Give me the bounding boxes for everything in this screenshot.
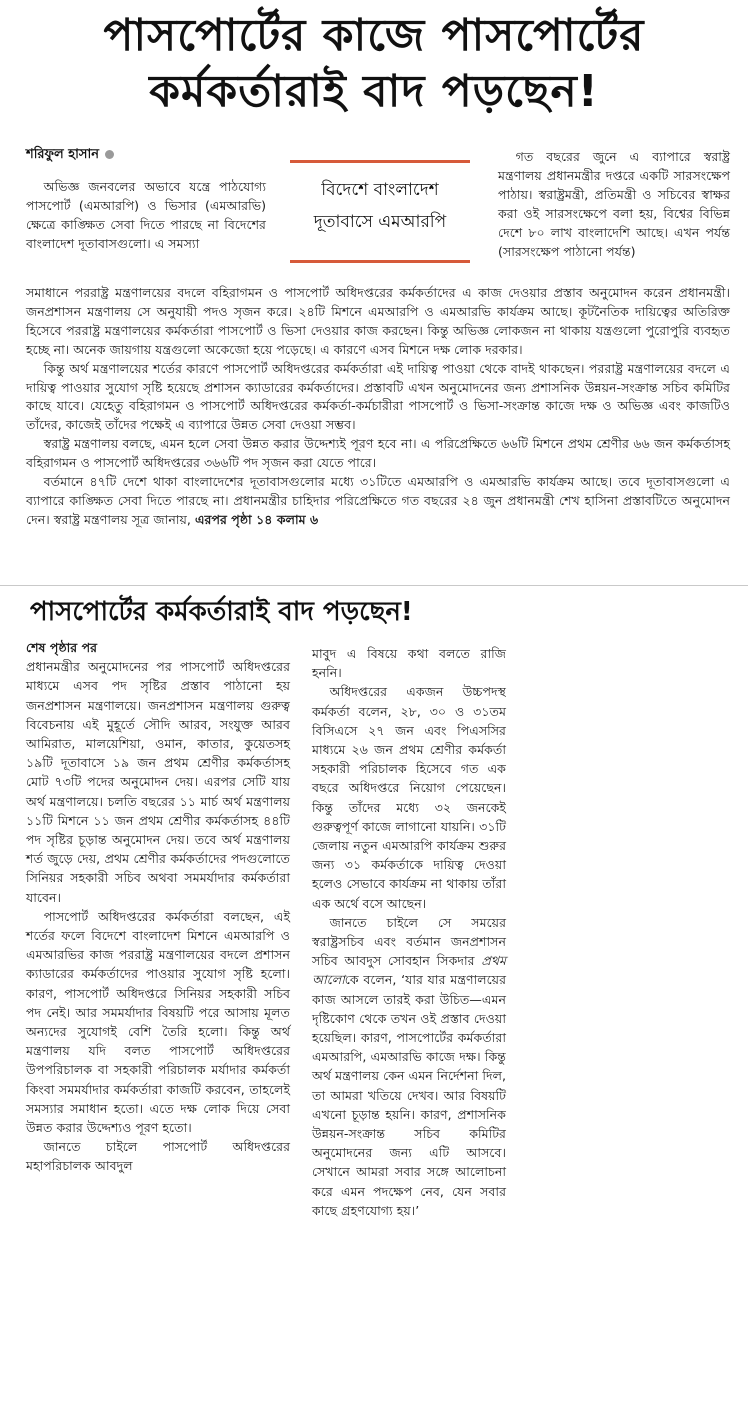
article-paragraph <box>26 473 730 530</box>
panel-line-1: বিদেশে বাংলাদেশ <box>321 180 439 200</box>
article-paragraph-text: কে বলেন, ‘যার যার মন্ত্রণালয়ের কাজ আসলে তারই করা উচিত—এমন দৃষ্টিকোণ থেকে তখন ওই প্রস্তাব দেওয়া হয়েছিল। কারণ, পাসপোর্টের কর্মকর্তারা এমআরপি, এমআরভি কাজে দক্ষ। কিন্তু অর্থ মন্ত্রণালয় কেন এমন নির্দেশনা দিল, তা আমরা খতিয়ে দেখব। আর বিষয়টি এখনো চূড়ান্ত হয়নি। কারণ, প্রশাসনিক উন্নয়ন-সংক্রান্ত সচিব কমিটির অনুমোদনের জন্য এটি আসবে। সেখানে আমরা সবার সঙ্গে আলোচনা করে এমন পদক্ষেপ নেব, যেন সবার কাছে গ্রহণযোগ্য হয়।’ <box>312 972 506 1218</box>
article-paragraph-text: বর্তমানে ৪৭টি দেশে থাকা বাংলাদেশের দূতাবাসগুলোর মধ্যে ৩১টিতে এমআরপি ও এমআরভি কার্যক্রম আছে। তবে দূতাবাসগুলো এ ব্যাপারে কাঙ্ক্ষিত সেবা দিতে পারছে না। প্রধানমন্ত্রীর চাহিদার পরিপ্রেক্ষিতে গত বছরের ২৪ জুন প্রধানমন্ত্রী শেখ হাসিনা প্রস্তাবটিতে অনুমোদন দেন। স্বরাষ্ট্র মন্ত্রণালয় সূত্র জানায়, <box>26 474 730 527</box>
article-paragraph: কিন্তু অর্থ মন্ত্রণালয়ের শর্তের কারণে পাসপোর্ট অধিদপ্তরের কর্মকর্তারা এই দায়িত্ব পাওয়া থেকে বাদই থাকছেন। পররাষ্ট্র মন্ত্রণালয়ের বদলে এ দায়িত্ব পাওয়ার সুযোগ সৃষ্টি হয়েছে প্রশাসন ক্যাডারের কর্মকর্তাদের। প্রস্তাবটি এখন অনুমোদনের জন্য প্রশাসনিক উন্নয়ন-সংক্রান্ত সচিব কমিটির কাছে যাবে। যেহেতু বহিরাগমন ও পাসপোর্ট অধিদপ্তরের কর্মকর্তা-কর্মচারীরা পাসপোর্ট ও ভিসা-সংক্রান্ত কাজে দক্ষ ও অভিজ্ঞ এবং কাজটিও তাঁদের, কাজেই তাঁদের পক্ষেই এ ব্যাপারে উন্নত সেবা দেওয়া সম্ভব। <box>26 360 730 433</box>
panel-bottom-rule <box>290 260 470 263</box>
from-label: শেষ পৃষ্ঠার পর <box>26 640 98 655</box>
article-paragraph <box>26 638 290 907</box>
article-paragraph: অভিজ্ঞ জনবলের অভাবে যন্ত্রে পাঠযোগ্য পাসপোর্ট (এমআরপি) ও ভিসার (এমআরভি) ক্ষেত্রে কাঙ্ক্ষিত সেবা দিতে পারছে না বিদেশের বাংলাদেশ দূতাবাসগুলো। এ সমস্যা <box>26 179 266 251</box>
section-divider <box>0 585 748 586</box>
panel-line-2: দূতাবাসে এমআরপি <box>313 212 447 232</box>
continuation-headline: পাসপোর্টের কর্মকর্তারাই বাদ পড়ছেন! <box>30 597 413 627</box>
article-paragraph-text: জানতে চাইলে সে সময়ের স্বরাষ্ট্রসচিব এবং বর্তমান জনপ্রশাসন সচিব আবদুস সোবহান সিকদার <box>312 914 506 969</box>
page-headline <box>20 8 728 120</box>
headline-line-2: কর্মকর্তারাই বাদ পড়ছেন! <box>149 66 599 117</box>
continuation-column-2 <box>312 644 506 1220</box>
jump-label: এরপর পৃষ্ঠা ১৪ কলাম ৬ <box>194 511 319 527</box>
article-paragraph: অধিদপ্তরের একজন উচ্চপদস্থ কর্মকর্তা বলেন, ২৮, ৩০ ও ৩১তম বিসিএসে ২৭ জন এবং পিএসসির মাধ্যমে ২৬ জন প্রথম শ্রেণীর কর্মকর্তা সহকারী পরিচালক হিসেবে গত এক বছরে অধিদপ্তরে নিয়োগ পেয়েছেন। কিন্তু তাঁদের মধ্যে ৩২ জনকেই গুরুত্বপূর্ণ কাজে লাগানো যায়নি। ৩১টি জেলায় নতুন এমআরপি কার্যক্রম শুরুর জন্য ৩১ কর্মকর্তাকে দায়িত্ব দেওয়া হলেও সেভাবে কার্যক্রম না থাকায় তাঁরা এক অর্থে বসে আছেন। <box>312 684 506 911</box>
article-paragraph: মাবুদ এ বিষয়ে কথা বলতে রাজি হননি। <box>312 646 506 681</box>
byline <box>26 145 114 166</box>
article-paragraph: স্বরাষ্ট্র মন্ত্রণালয় বলছে, এমন হলে সেবা উন্নত করার উদ্দেশ্যই পূরণ হবে না। এ পরিপ্রেক্ষিতে ৬৬টি মিশনে প্রথম শ্রেণীর ৬৬ জন কর্মকর্তাসহ বহিরাগমন ও পাসপোর্ট অধিদপ্তরের ৩৬৬টি পদ সৃজন করা যেতে পারে। <box>26 436 730 471</box>
highlight-panel <box>290 160 470 268</box>
byline-dot-icon <box>105 150 114 159</box>
newspaper-name: প্রথম আলো <box>312 953 506 988</box>
headline-line-1: পাসপোর্টের কাজে পাসপোর্টের <box>103 10 645 61</box>
article-paragraph: সমাধানে পররাষ্ট্র মন্ত্রণালয়ের বদলে বহিরাগমন ও পাসপোর্ট অধিদপ্তরের কর্মকর্তাদের এ কাজ দেওয়ার প্রস্তাব অনুমোদন করেন প্রধানমন্ত্রী। জনপ্রশাসন মন্ত্রণালয় সে অনুযায়ী পদও সৃজন করে। ২৪টি মিশনে এমআরপি ও এমআরভি কার্যক্রম আছে। কূটনৈতিক দায়িত্বের অতিরিক্ত হিসেবে পররাষ্ট্র মন্ত্রণালয়ের কর্মকর্তারা পাসপোর্ট ও ভিসা দেওয়ার কাজ করছেন। কিন্তু অভিজ্ঞ লোকজন না থাকায় যন্ত্রগুলো পুরোপুরি ব্যবহৃত হচ্ছে না। অনেক জায়গায় যন্ত্রগুলো অকেজো হয়ে পড়েছে। এ কারণে এসব মিশনে দক্ষ লোক দরকার। <box>26 285 730 357</box>
panel-top-rule <box>290 160 470 163</box>
article-paragraph-text: প্রধানমন্ত্রীর অনুমোদনের পর পাসপোর্ট অধিদপ্তরের মাধ্যমে এসব পদ সৃষ্টির প্রস্তাব পাঠানো হয় জনপ্রশাসন মন্ত্রণালয়ে। জনপ্রশাসন মন্ত্রণালয় গুরুত্ব বিবেচনায় এই মুহূর্তে সৌদি আরব, সংযুক্ত আরব আমিরাত, মালয়েশিয়া, ওমান, কাতার, কুয়েতসহ ১৯টি দূতাবাসে ১৯ জন প্রথম শ্রেণীর কর্মকর্তাসহ মোট ৭৩টি পদের অনুমোদন দেয়। এরপর সেটি যায় অর্থ মন্ত্রণালয়ে। চলতি বছরের ১১ মার্চ অর্থ মন্ত্রণালয় ১১টি মিশনে ১১ জন প্রথম শ্রেণীর কর্মকর্তাসহ ৪৪টি পদ সৃষ্টির চূড়ান্ত অনুমোদন দেয়। তবে অর্থ মন্ত্রণালয় শর্ত জুড়ে দেয়, প্রথম শ্রেণীর কর্মকর্তাদের পদগুলোতে সিনিয়র সহকারী সচিব অথবা সমমর্যাদার কর্মকর্তারা যাবেন। <box>26 659 290 905</box>
article-column-1 <box>26 178 266 254</box>
article-paragraph <box>312 913 506 1220</box>
panel-text <box>290 174 470 238</box>
article-body-wide <box>26 284 730 530</box>
article-paragraph: গত বছরের জুনে এ ব্যাপারে স্বরাষ্ট্র মন্ত্রণালয় প্রধানমন্ত্রীর দপ্তরে একটি সারসংক্ষেপ পাঠায়। স্বরাষ্ট্রমন্ত্রী, প্রতিমন্ত্রী ও সচিবের স্বাক্ষর করা ওই সারসংক্ষেপে বলা হয়, বিশ্বের বিভিন্ন দেশে ৮০ লাখ বাংলাদেশি আছে। এখন পর্যন্ত (সারসংক্ষেপ পাঠানো পর্যন্ত) <box>498 149 730 259</box>
article-paragraph: পাসপোর্ট অধিদপ্তরের কর্মকর্তারা বলছেন, এই শর্তের ফলে বিদেশে বাংলাদেশ মিশনে এমআরপি ও এমআরভির কাজ পররাষ্ট্র মন্ত্রণালয়ের বদলে প্রশাসন ক্যাডারের কর্মকর্তাদের পাওয়ার সুযোগ সৃষ্টি হলো। কারণ, পাসপোর্ট অধিদপ্তরে সিনিয়র সহকারী সচিব পদ নেই। আর সমমর্যাদার বিষয়টি পরে আসায় মূলত অন্যদের সুযোগই বেশি তৈরি হলো। কিন্তু অর্থ মন্ত্রণালয় যদি বলত পাসপোর্ট অধিদপ্তরের উপপরিচালক বা সহকারী পরিচালক মর্যাদার কর্মকর্তা কিংবা সমমর্যাদার কর্মকর্তারা কাজটি করবেন, তাহলেই সমস্যার সমাধান হতো। এতে দক্ষ লোক দিয়ে সেবা উন্নত করার উদ্দেশ্যও পূরণ হতো। <box>26 908 290 1136</box>
byline-author: শরিফুল হাসান <box>26 147 99 162</box>
continuation-column-1 <box>26 638 290 1176</box>
article-paragraph: জানতে চাইলে পাসপোর্ট অধিদপ্তরের মহাপরিচালক আবদুল <box>26 1139 290 1174</box>
article-column-3 <box>498 148 730 261</box>
